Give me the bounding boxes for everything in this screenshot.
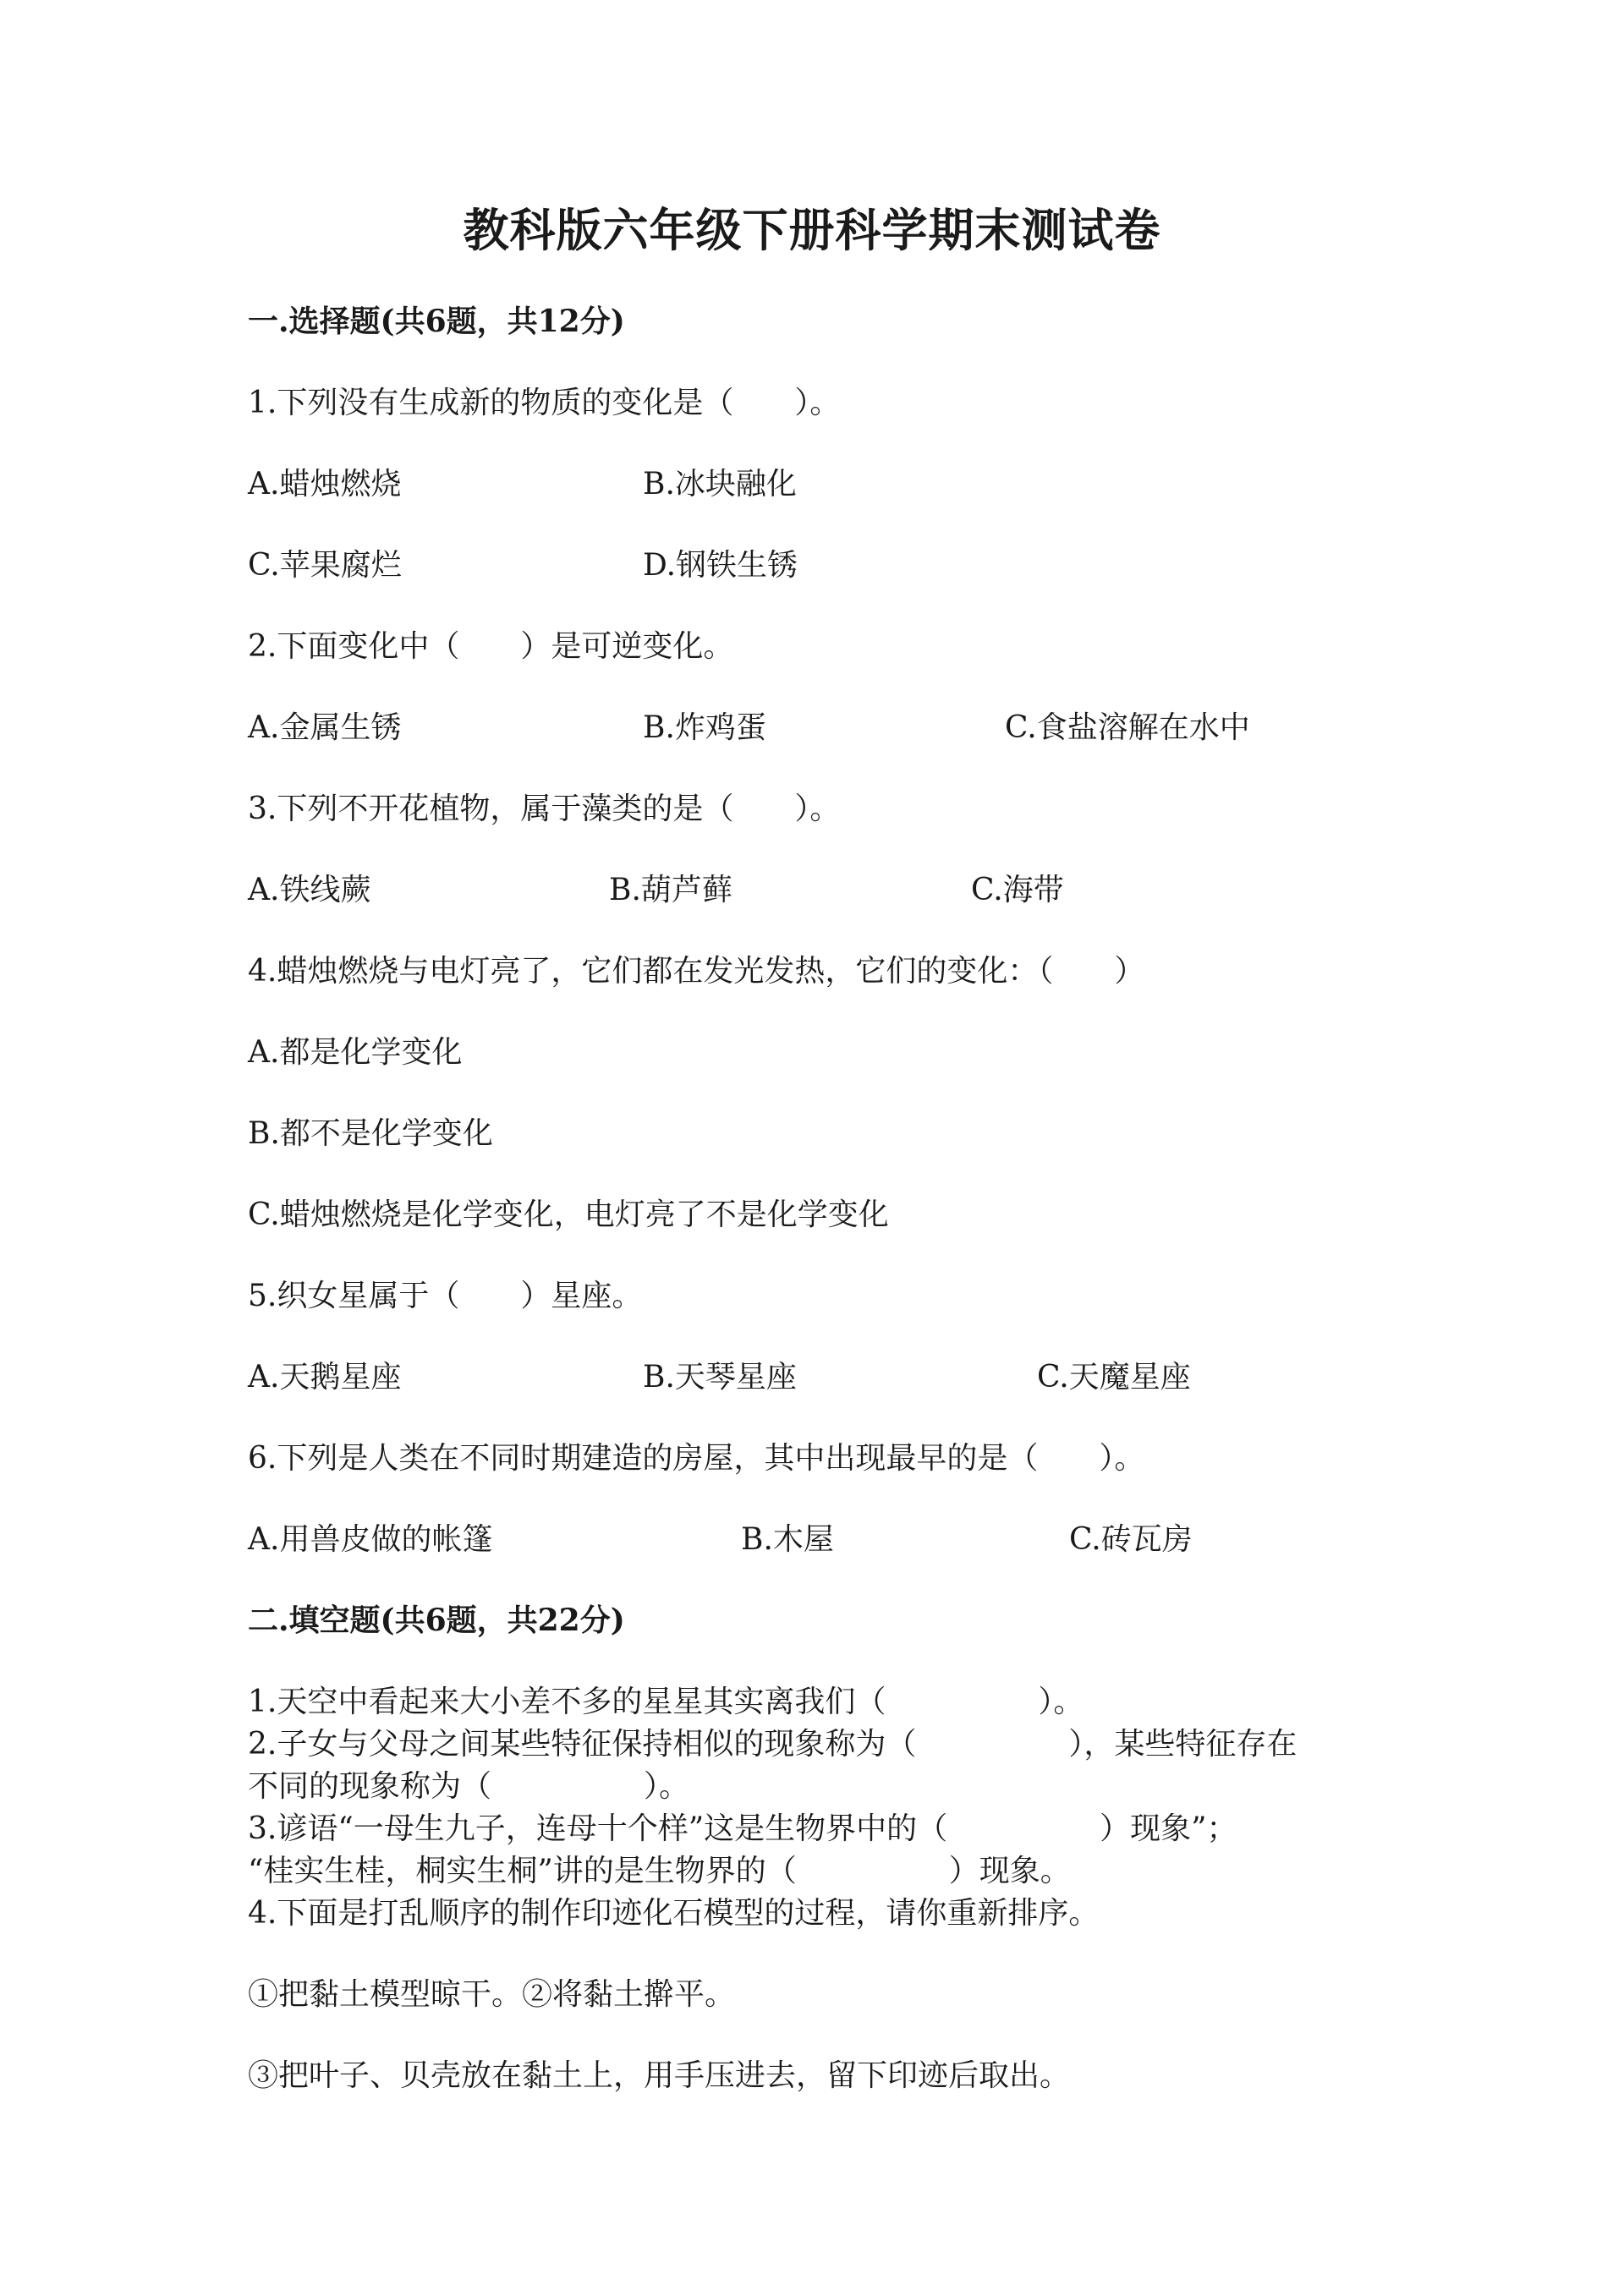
fill-line: 3.谚语“一母生九子，连母十个样”这是生物界中的（ ）现象”； [248, 1811, 1237, 1846]
question-stem: 4.蜡烛燃烧与电灯亮了，它们都在发光发热，它们的变化：（ ） [248, 954, 1145, 989]
question-option: C.砖瓦房 [1069, 1522, 1193, 1557]
fill-line: 2.子女与父母之间某些特征保持相似的现象称为（ ），某些特征存在 [248, 1727, 1298, 1762]
fill-line: 不同的现象称为（ ）。 [248, 1769, 690, 1804]
question-option: C.食盐溶解在水中 [1005, 710, 1250, 745]
question-stem: 6.下列是人类在不同时期建造的房屋，其中出现最早的是（ ）。 [248, 1441, 1145, 1476]
question-option: A.天鹅星座 [248, 1360, 402, 1395]
question-option: A.金属生锈 [248, 710, 402, 745]
question-stem: 3.下列不开花植物，属于藻类的是（ ）。 [248, 792, 841, 826]
fill-line: 4.下面是打乱顺序的制作印迹化石模型的过程，请你重新排序。 [248, 1896, 1100, 1931]
question-option: C.蜡烛燃烧是化学变化，电灯亮了不是化学变化 [248, 1197, 889, 1232]
question-option: B.天琴星座 [643, 1360, 797, 1395]
question-stem: 2.下面变化中（ ）是可逆变化。 [248, 629, 734, 664]
fill-line: ①把黏土模型晾干。②将黏土擀平。 [248, 1977, 736, 2012]
question-stem: 1.下列没有生成新的物质的变化是（ ）。 [248, 386, 841, 420]
section-heading-choice: 一.选择题(共6题，共12分) [248, 304, 625, 339]
question-option: C.苹果腐烂 [248, 548, 402, 583]
question-option: C.海带 [971, 873, 1064, 907]
question-stem: 5.织女星属于（ ）星座。 [248, 1279, 643, 1313]
fill-line: “桂实生桂，桐实生桐”讲的是生物界的（ ）现象。 [248, 1854, 1071, 1888]
question-option: B.木屋 [741, 1522, 834, 1557]
section-heading-fill: 二.填空题(共6题，共22分) [248, 1603, 625, 1638]
question-option: C.天魔星座 [1037, 1360, 1191, 1395]
question-option: D.钢铁生锈 [643, 548, 798, 583]
question-option: A.蜡烛燃烧 [248, 467, 402, 501]
question-option: A.用兽皮做的帐篷 [248, 1522, 493, 1557]
question-option: A.都是化学变化 [248, 1035, 463, 1070]
fill-line: ③把叶子、贝壳放在黏土上，用手压进去，留下印迹后取出。 [248, 2058, 1071, 2093]
question-option: B.炸鸡蛋 [643, 710, 766, 745]
question-option: B.冰块融化 [643, 467, 797, 501]
page-title: 教科版六年级下册科学期末测试卷 [463, 203, 1161, 257]
question-option: A.铁线蕨 [248, 873, 371, 907]
question-option: B.都不是化学变化 [248, 1116, 493, 1151]
fill-line: 1.天空中看起来大小差不多的星星其实离我们（ ）。 [248, 1685, 1084, 1719]
question-option: B.葫芦藓 [609, 873, 732, 907]
